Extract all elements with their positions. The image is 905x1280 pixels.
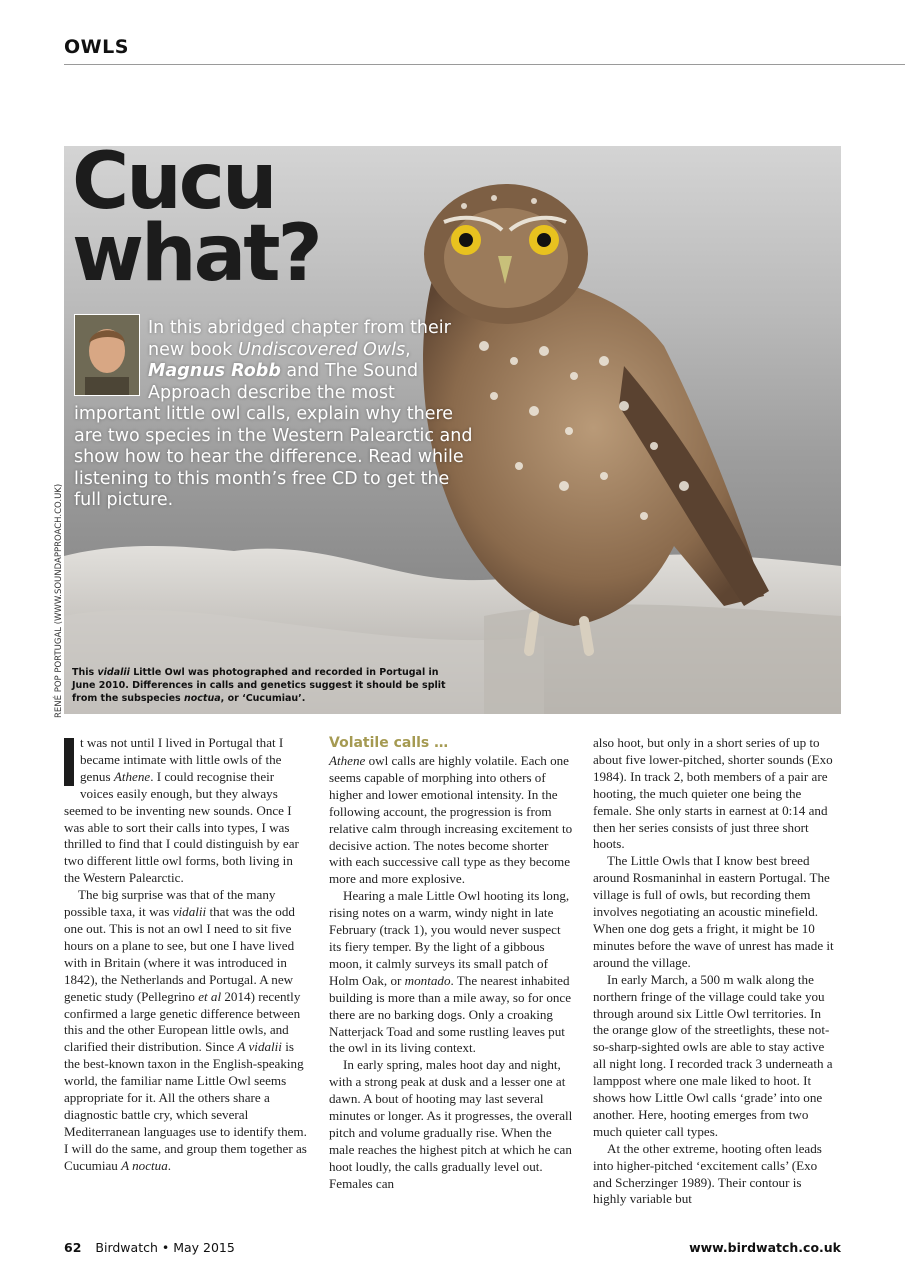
book-title: Undiscovered Owls — [237, 339, 406, 360]
subheading: Volatile calls … — [329, 735, 449, 751]
standfirst — [74, 318, 474, 512]
photo-credit: RENÉ POP PORTUGAL (WWW.SOUNDAPPROACH.CO.UK) — [54, 483, 64, 718]
page-number: 62 — [64, 1240, 82, 1255]
header-rule — [64, 64, 905, 65]
headline — [72, 146, 320, 299]
body-column-2 — [329, 735, 573, 1193]
paragraph: Athene owl calls are highly volatile. Each one seems capable of morphing into others of higher and lower emotional intensity. In the following account, the progression is from relative calm through increasing excitement to decisive action. The notes become shorter with each successive call type as they become more and more explosive. — [329, 753, 573, 887]
issue-label: Birdwatch • May 2015 — [95, 1240, 235, 1255]
photo-caption: This vidalii Little Owl was photographed and recorded in Portugal in June 2010. Differences in calls and genetics suggest it should be split from the subspecies noctua, or ‘Cucumiau’. — [72, 667, 446, 704]
paragraph: The Little Owls that I know best breed around Rosmaninhal in eastern Portugal. The village is full of owls, but recording them involves negotiating an acoustic minefield. When one dog gets a fright, it might be 10 minutes before the wave of unrest has made it around the village. — [593, 853, 834, 970]
footer-url: www.birdwatch.co.uk — [689, 1240, 841, 1255]
hero-photo — [64, 146, 841, 714]
standfirst-part-3: and The Sound Approach describe the most important little owl calls, explain why there are two species in the Western Palearctic and show how to hear the difference. Read while listening to this month’s free CD to get the full picture. — [74, 361, 473, 510]
paragraph: The big surprise was that of the many possible taxa, it was vidalii that was the odd one out. This is not an owl I need to sit five hours on a plane to see, but one I have lived with in Britain (where it was introduced in 1842), the Netherlands and Portugal. A new genetic study (Pellegrino et al 2014) recently confirmed a large genetic difference between this and the other European little owls, and clarified their distribution. Since A vidalii is the best-known taxon in the English-speaking world, the familiar name Little Owl seems appropriate for it. All the others share a diagnostic battle cry, which several Mediterranean languages use to identify them. I will do the same, and group them together as Cucumiau A noctua. — [64, 887, 307, 1173]
paragraph: also hoot, but only in a short series of up to about five lower-pitched, shorter sounds (Exo 1984). In track 2, both members of a pair are hooting, the much quieter one being the female. She only starts in earnest at 0:14 and then her series consists of just three short hoots. — [593, 735, 833, 852]
paragraph: In early spring, males hoot day and night, with a strong peak at dusk and a lesser one at dawn. A bout of hooting may last several minutes or longer. As it progresses, the overall pitch and volume gradually rise. When the male reaches the highest pitch at which he can hoot loudly, the calls gradually level out. Females can — [329, 1057, 573, 1191]
author-name: Magnus Robb — [148, 361, 281, 381]
paragraph: At the other extreme, hooting often leads into higher-pitched ‘excitement calls’ (Exo and Scherzinger 1989). Their contour is highly variable but — [593, 1140, 822, 1207]
drop-cap — [64, 738, 74, 786]
headline-line-2: what? — [72, 209, 320, 299]
standfirst-part-2: , — [405, 339, 411, 360]
standfirst-part-1: In this abridged chapter from their new book — [148, 318, 451, 360]
paragraph: In early March, a 500 m walk along the northern fringe of the village could take you through around six Little Owl territories. In the orange glow of the streetlights, these not-so-sharp-sighted owls are able to stay active all night long. I recorded track 3 underneath a lamppost where one male liked to hoot. It shows how Little Owl calls ‘grade’ into one another. Here, hooting emerges from two much quieter call types. — [593, 971, 833, 1139]
headline-line-1: Cucu — [72, 146, 275, 227]
paragraph: Hearing a male Little Owl hooting its long, rising notes on a warm, windy night in late February (track 1), you would never suspect its fiery temper. By the light of a gibbous moon, it calmly surveys its small patch of Holm Oak, or montado. The nearest inhabited building is more than a mile away, so for once there are no barking dogs. Only a croaking Natterjack Toad and some rustling leaves put the owl in its living context. — [329, 888, 572, 1056]
section-label: OWLS — [64, 36, 129, 58]
body-column-3 — [593, 735, 837, 1208]
paragraph: t was not until I lived in Portugal that I became intimate with little owls of the genus Athene. I could recognise their voices easily enough, but they always seemed to be inventing new sounds. Once I was able to sort their calls into types, I was thrilled to find that I could distinguish by ear two different little owl forms, both living in the Western Palearctic. — [64, 735, 299, 886]
body-column-1 — [64, 735, 308, 1175]
footer-left — [64, 1240, 235, 1255]
